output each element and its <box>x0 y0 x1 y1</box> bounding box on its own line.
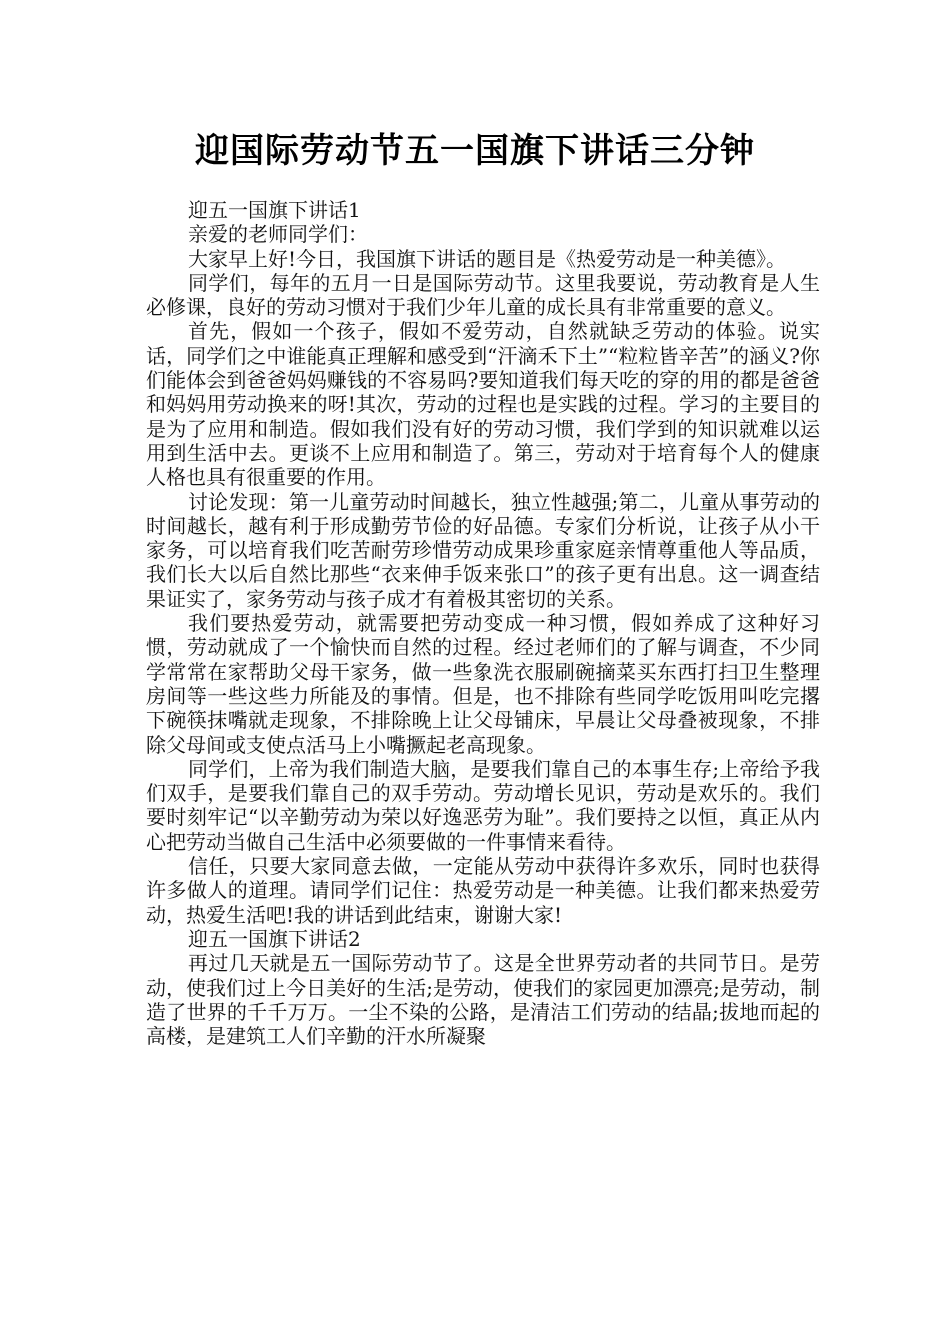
document-body <box>146 198 820 1048</box>
paragraph: 大家早上好!今日，我国旗下讲话的题目是《热爱劳动是一种美德》。 <box>188 246 787 271</box>
section-heading-2: 迎五一国旗下讲话2 <box>188 926 361 951</box>
paragraph: 我们要热爱劳动，就需要把劳动变成一种习惯，假如养成了这种好习惯，劳动就成了一个愉快而自然的过程。经过老师们的了解与调查，不少同学常常在家帮助父母干家务，做一些象洗衣服刷碗摘菜买东西打扫卫生整理房间等一些这些力所能及的事情。但是，也不排除有些同学吃饭用叫吃完撂下碗筷抹嘴就走现象，不排除晚上让父母铺床，早晨让父母叠被现象，不排除父母间或支使点活马上小嘴撅起老高现象。 <box>146 611 820 757</box>
paragraph: 讨论发现：第一儿童劳动时间越长，独立性越强;第二，儿童从事劳动的时间越长，越有利于形成勤劳节俭的好品德。专家们分析说，让孩子从小干家务，可以培育我们吃苦耐劳珍惜劳动成果珍重家庭亲情尊重他人等品质，我们长大以后自然比那些“衣来伸手饭来张口”的孩子更有出息。这一调查结果证实了，家务劳动与孩子成才有着极其密切的关系。 <box>146 489 820 611</box>
section-heading-1: 迎五一国旗下讲话1 <box>188 198 361 222</box>
paragraph: 同学们，每年的五月一日是国际劳动节。这里我要说，劳动教育是人生必修课，良好的劳动习惯对于我们少年儿童的成长具有非常重要的意义。 <box>146 270 820 320</box>
document-title: 迎国际劳动节五一国旗下讲话三分钟 <box>195 131 755 171</box>
paragraph: 同学们，上帝为我们制造大脑，是要我们靠自己的本事生存;上帝给予我们双手，是要我们靠自己的双手劳动。劳动增长见识，劳动是欢乐的。我们要时刻牢记“以辛勤劳动为荣以好逸恶劳为耻”。我们要持之以恒，真正从内心把劳动当做自己生活中必须要做的一件事情来看待。 <box>146 756 820 854</box>
paragraph: 再过几天就是五一国际劳动节了。这是全世界劳动者的共同节日。是劳动，使我们过上今日美好的生活;是劳动，使我们的家园更加漂亮;是劳动，制造了世界的千千万万。一尘不染的公路，是清洁工们劳动的结晶;拔地而起的高楼，是建筑工人们辛勤的汗水所凝聚 <box>146 951 820 1049</box>
paragraph: 信任，只要大家同意去做，一定能从劳动中获得许多欢乐，同时也获得许多做人的道理。请同学们记住：热爱劳动是一种美德。让我们都来热爱劳动，热爱生活吧!我的讲话到此结束，谢谢大家! <box>146 854 820 927</box>
paragraph: 首先，假如一个孩子，假如不爱劳动，自然就缺乏劳动的体验。说实话，同学们之中谁能真正理解和感受到“汗滴禾下土”“粒粒皆辛苦”的涵义?你们能体会到爸爸妈妈赚钱的不容易吗?要知道我们每天吃的穿的用的都是爸爸和妈妈用劳动换来的呀!其次，劳动的过程也是实践的过程。学习的主要目的是为了应用和制造。假如我们没有好的劳动习惯，我们学到的知识就难以运用到生活中去。更谈不上应用和制造了。第三，劳动对于培育每个人的健康人格也具有很重要的作用。 <box>146 319 820 490</box>
salutation: 亲爱的老师同学们： <box>188 222 368 247</box>
